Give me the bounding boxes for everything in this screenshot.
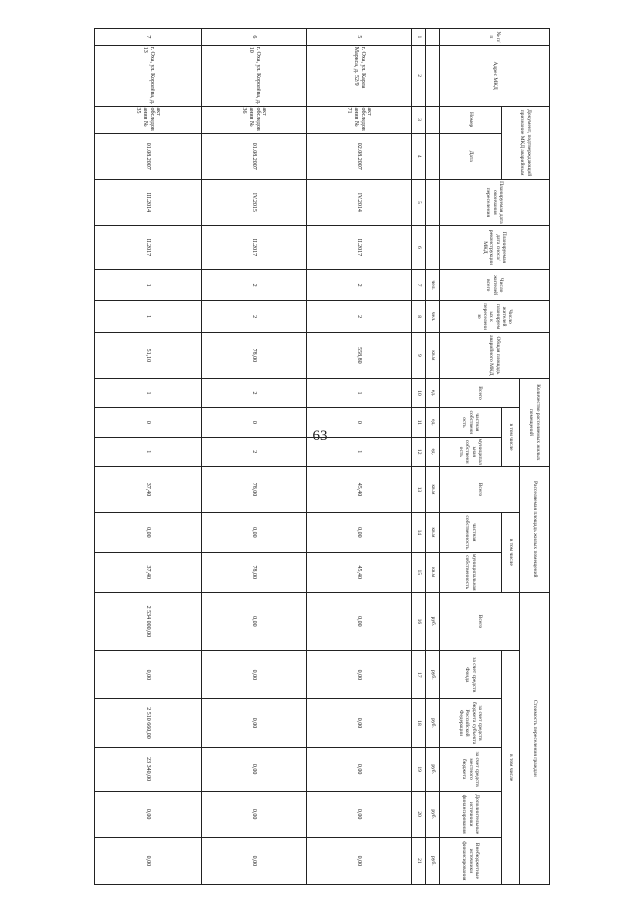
cell-cost-extrabudget: 0,00: [307, 837, 412, 884]
column-number: 15: [412, 552, 426, 592]
cell-rooms-municipal: 2: [202, 437, 307, 466]
cell-cost-local: 23 340,00: [95, 747, 202, 791]
table-row: [202, 29, 307, 885]
header-rooms-area: Расселяемая площадь жилых помещений: [520, 466, 550, 592]
column-number: 6: [412, 225, 426, 269]
unit-cell: кв.м: [426, 552, 440, 592]
cell-doc-date: 01.08.2007: [95, 133, 202, 179]
header-cost-local: за счет средств местного бюджета: [440, 747, 502, 791]
cell-area-total: 78,00: [202, 466, 307, 512]
cell-cost-local: 0,00: [307, 747, 412, 791]
cell-cost-additional: 0,00: [95, 791, 202, 837]
header-cost-including: в том числе: [502, 651, 520, 885]
header-cost: Стоимость переселения граждан: [520, 592, 550, 884]
cell-demolition: II.2017: [307, 225, 412, 269]
column-number: 17: [412, 651, 426, 699]
cell-cost-region: 0,00: [307, 699, 412, 747]
column-number: 8: [412, 301, 426, 332]
column-number: 10: [412, 378, 426, 407]
cell-residents-planned: 2: [307, 301, 412, 332]
cell-cost-total: 2 534 000,00: [95, 592, 202, 651]
cell-cost-region: 0,00: [202, 699, 307, 747]
header-area-private: частная собственность: [440, 512, 502, 552]
column-number: 2: [412, 45, 426, 106]
unit-cell: руб.: [426, 837, 440, 884]
header-address: Адрес МКД: [440, 45, 550, 106]
cell-demolition: II.2017: [202, 225, 307, 269]
column-number: 19: [412, 747, 426, 791]
cell-cost-fund: 0,00: [202, 651, 307, 699]
cell-residents-planned: 2: [202, 301, 307, 332]
unit-cell: ед.: [426, 408, 440, 437]
cell-doc-number: акт обследования № 36: [202, 106, 307, 133]
cell-cost-total: 0,00: [202, 592, 307, 651]
unit-cell: кв.м: [426, 466, 440, 512]
cell-demolition: II.2017: [95, 225, 202, 269]
page-number: 63: [312, 428, 328, 444]
header-demolition: Планируемая дата сноса/ реконструкции МКД: [440, 225, 550, 269]
cell-cost-extrabudget: 0,00: [202, 837, 307, 884]
header-area-municipal: муниципальная собственность: [440, 552, 502, 592]
column-number: 18: [412, 699, 426, 747]
header-rooms-private: частная собственность: [440, 408, 502, 437]
unit-cell: руб.: [426, 651, 440, 699]
cell-rooms-municipal: 1: [95, 437, 202, 466]
cell-cost-region: 2 510 660,00: [95, 699, 202, 747]
header-cost-fund: за счет средств Фонда: [440, 651, 502, 699]
column-number: 11: [412, 408, 426, 437]
column-number: 9: [412, 332, 426, 378]
header-document: Документ, подтверждающий признание МКД аварийным: [502, 106, 550, 179]
cell-area-municipal: 45,40: [307, 552, 412, 592]
header-rooms-total: Всего: [440, 378, 520, 407]
header-cost-region: за счет средств бюджета субъекта Российской Федерации: [440, 699, 502, 747]
rotated-sheet: [95, 28, 550, 885]
cell-num: 5: [307, 29, 412, 46]
unit-cell: [426, 106, 440, 133]
column-number: 12: [412, 437, 426, 466]
cell-area: 51,10: [95, 332, 202, 378]
cell-cost-additional: 0,00: [202, 791, 307, 837]
table-row: [95, 29, 202, 885]
cell-rooms-private: 0: [95, 408, 202, 437]
header-row-1: [520, 29, 550, 885]
cell-area-total: 37,40: [95, 466, 202, 512]
cell-area-private: 0,00: [307, 512, 412, 552]
unit-cell: [426, 179, 440, 225]
unit-cell: кв.м: [426, 512, 440, 552]
cell-rooms-municipal: 1: [307, 437, 412, 466]
cell-residents-total: 2: [202, 269, 307, 300]
header-rooms-count: Количество расселяемых жилых помещений: [520, 378, 550, 466]
cell-address: г. Оха, ул. Королёва, д. 13: [95, 45, 202, 106]
unit-cell: чел.: [426, 269, 440, 300]
resettlement-table: [94, 28, 550, 885]
cell-rooms-total: 2: [202, 378, 307, 407]
cell-cost-total: 0,00: [307, 592, 412, 651]
header-residents-total: Число жителей всего: [440, 269, 550, 300]
header-resettlement-end: Планируемая дата окончания переселения: [440, 179, 550, 225]
unit-cell: ед.: [426, 378, 440, 407]
header-cost-total: Всего: [440, 592, 520, 651]
cell-address: г. Оха, ул. Карла Маркса, д. 52/9: [307, 45, 412, 106]
cell-resettlement-end: IV.2014: [307, 179, 412, 225]
column-number: 20: [412, 791, 426, 837]
cell-num: 7: [95, 29, 202, 46]
cell-cost-fund: 0,00: [95, 651, 202, 699]
cell-cost-additional: 0,00: [307, 791, 412, 837]
cell-resettlement-end: III.2014: [95, 179, 202, 225]
cell-residents-planned: 1: [95, 301, 202, 332]
cell-doc-number: акт обследования № 71: [307, 106, 412, 133]
header-rooms-municipal: муниципальная собственность: [440, 437, 502, 466]
unit-cell: руб.: [426, 592, 440, 651]
unit-cell: ед.: [426, 437, 440, 466]
cell-area-municipal: 78,00: [202, 552, 307, 592]
cell-cost-local: 0,00: [202, 747, 307, 791]
header-rooms-including: в том числе: [502, 408, 520, 467]
column-number: 1: [412, 29, 426, 46]
column-number: 16: [412, 592, 426, 651]
unit-cell: руб.: [426, 699, 440, 747]
rotated-table-frame: [95, 28, 550, 885]
cell-address: г. Оха, ул. Королёва, д. 10: [202, 45, 307, 106]
cell-resettlement-end: IV.2015: [202, 179, 307, 225]
cell-rooms-total: 1: [95, 378, 202, 407]
cell-cost-fund: 0,00: [307, 651, 412, 699]
unit-cell: [426, 45, 440, 106]
unit-cell: [426, 29, 440, 46]
header-total-area: Общая площадь аварийного МКД: [440, 332, 550, 378]
cell-area-private: 0,00: [95, 512, 202, 552]
header-cost-additional: Дополнительные источники финансирования: [440, 791, 502, 837]
column-number: 7: [412, 269, 426, 300]
cell-rooms-private: 0: [307, 408, 412, 437]
unit-cell: [426, 133, 440, 179]
cell-residents-total: 2: [307, 269, 412, 300]
cell-cost-extrabudget: 0,00: [95, 837, 202, 884]
column-number: 4: [412, 133, 426, 179]
cell-area: 78,00: [202, 332, 307, 378]
cell-residents-total: 1: [95, 269, 202, 300]
header-cost-extrabudget: Внебюджетные источники финансирования: [440, 837, 502, 884]
header-num: № п/п: [440, 29, 550, 46]
header-area-total: Всего: [440, 466, 520, 512]
cell-area-private: 0,00: [202, 512, 307, 552]
units-row: [426, 29, 440, 885]
cell-area: 558,80: [307, 332, 412, 378]
unit-cell: кв.м: [426, 332, 440, 378]
cell-doc-number: акт обследования № 35: [95, 106, 202, 133]
cell-area-total: 45,40: [307, 466, 412, 512]
unit-cell: руб.: [426, 791, 440, 837]
table-row: [307, 29, 412, 885]
column-numbers-row: [412, 29, 426, 885]
header-area-including: в том числе: [502, 512, 520, 592]
header-doc-date: Дата: [440, 133, 502, 179]
header-residents-planned: Число жителей планируемых к переселению: [440, 301, 550, 332]
cell-doc-date: 01.08.2007: [202, 133, 307, 179]
unit-cell: [426, 225, 440, 269]
cell-rooms-total: 1: [307, 378, 412, 407]
cell-doc-date: 02.08.2007: [307, 133, 412, 179]
header-doc-number: Номер: [440, 106, 502, 133]
column-number: 3: [412, 106, 426, 133]
unit-cell: чел.: [426, 301, 440, 332]
cell-num: 6: [202, 29, 307, 46]
unit-cell: руб.: [426, 747, 440, 791]
header-row-3: [440, 29, 502, 885]
cell-rooms-private: 0: [202, 408, 307, 437]
column-number: 14: [412, 512, 426, 552]
column-number: 21: [412, 837, 426, 884]
column-number: 13: [412, 466, 426, 512]
column-number: 5: [412, 179, 426, 225]
cell-area-municipal: 37,40: [95, 552, 202, 592]
